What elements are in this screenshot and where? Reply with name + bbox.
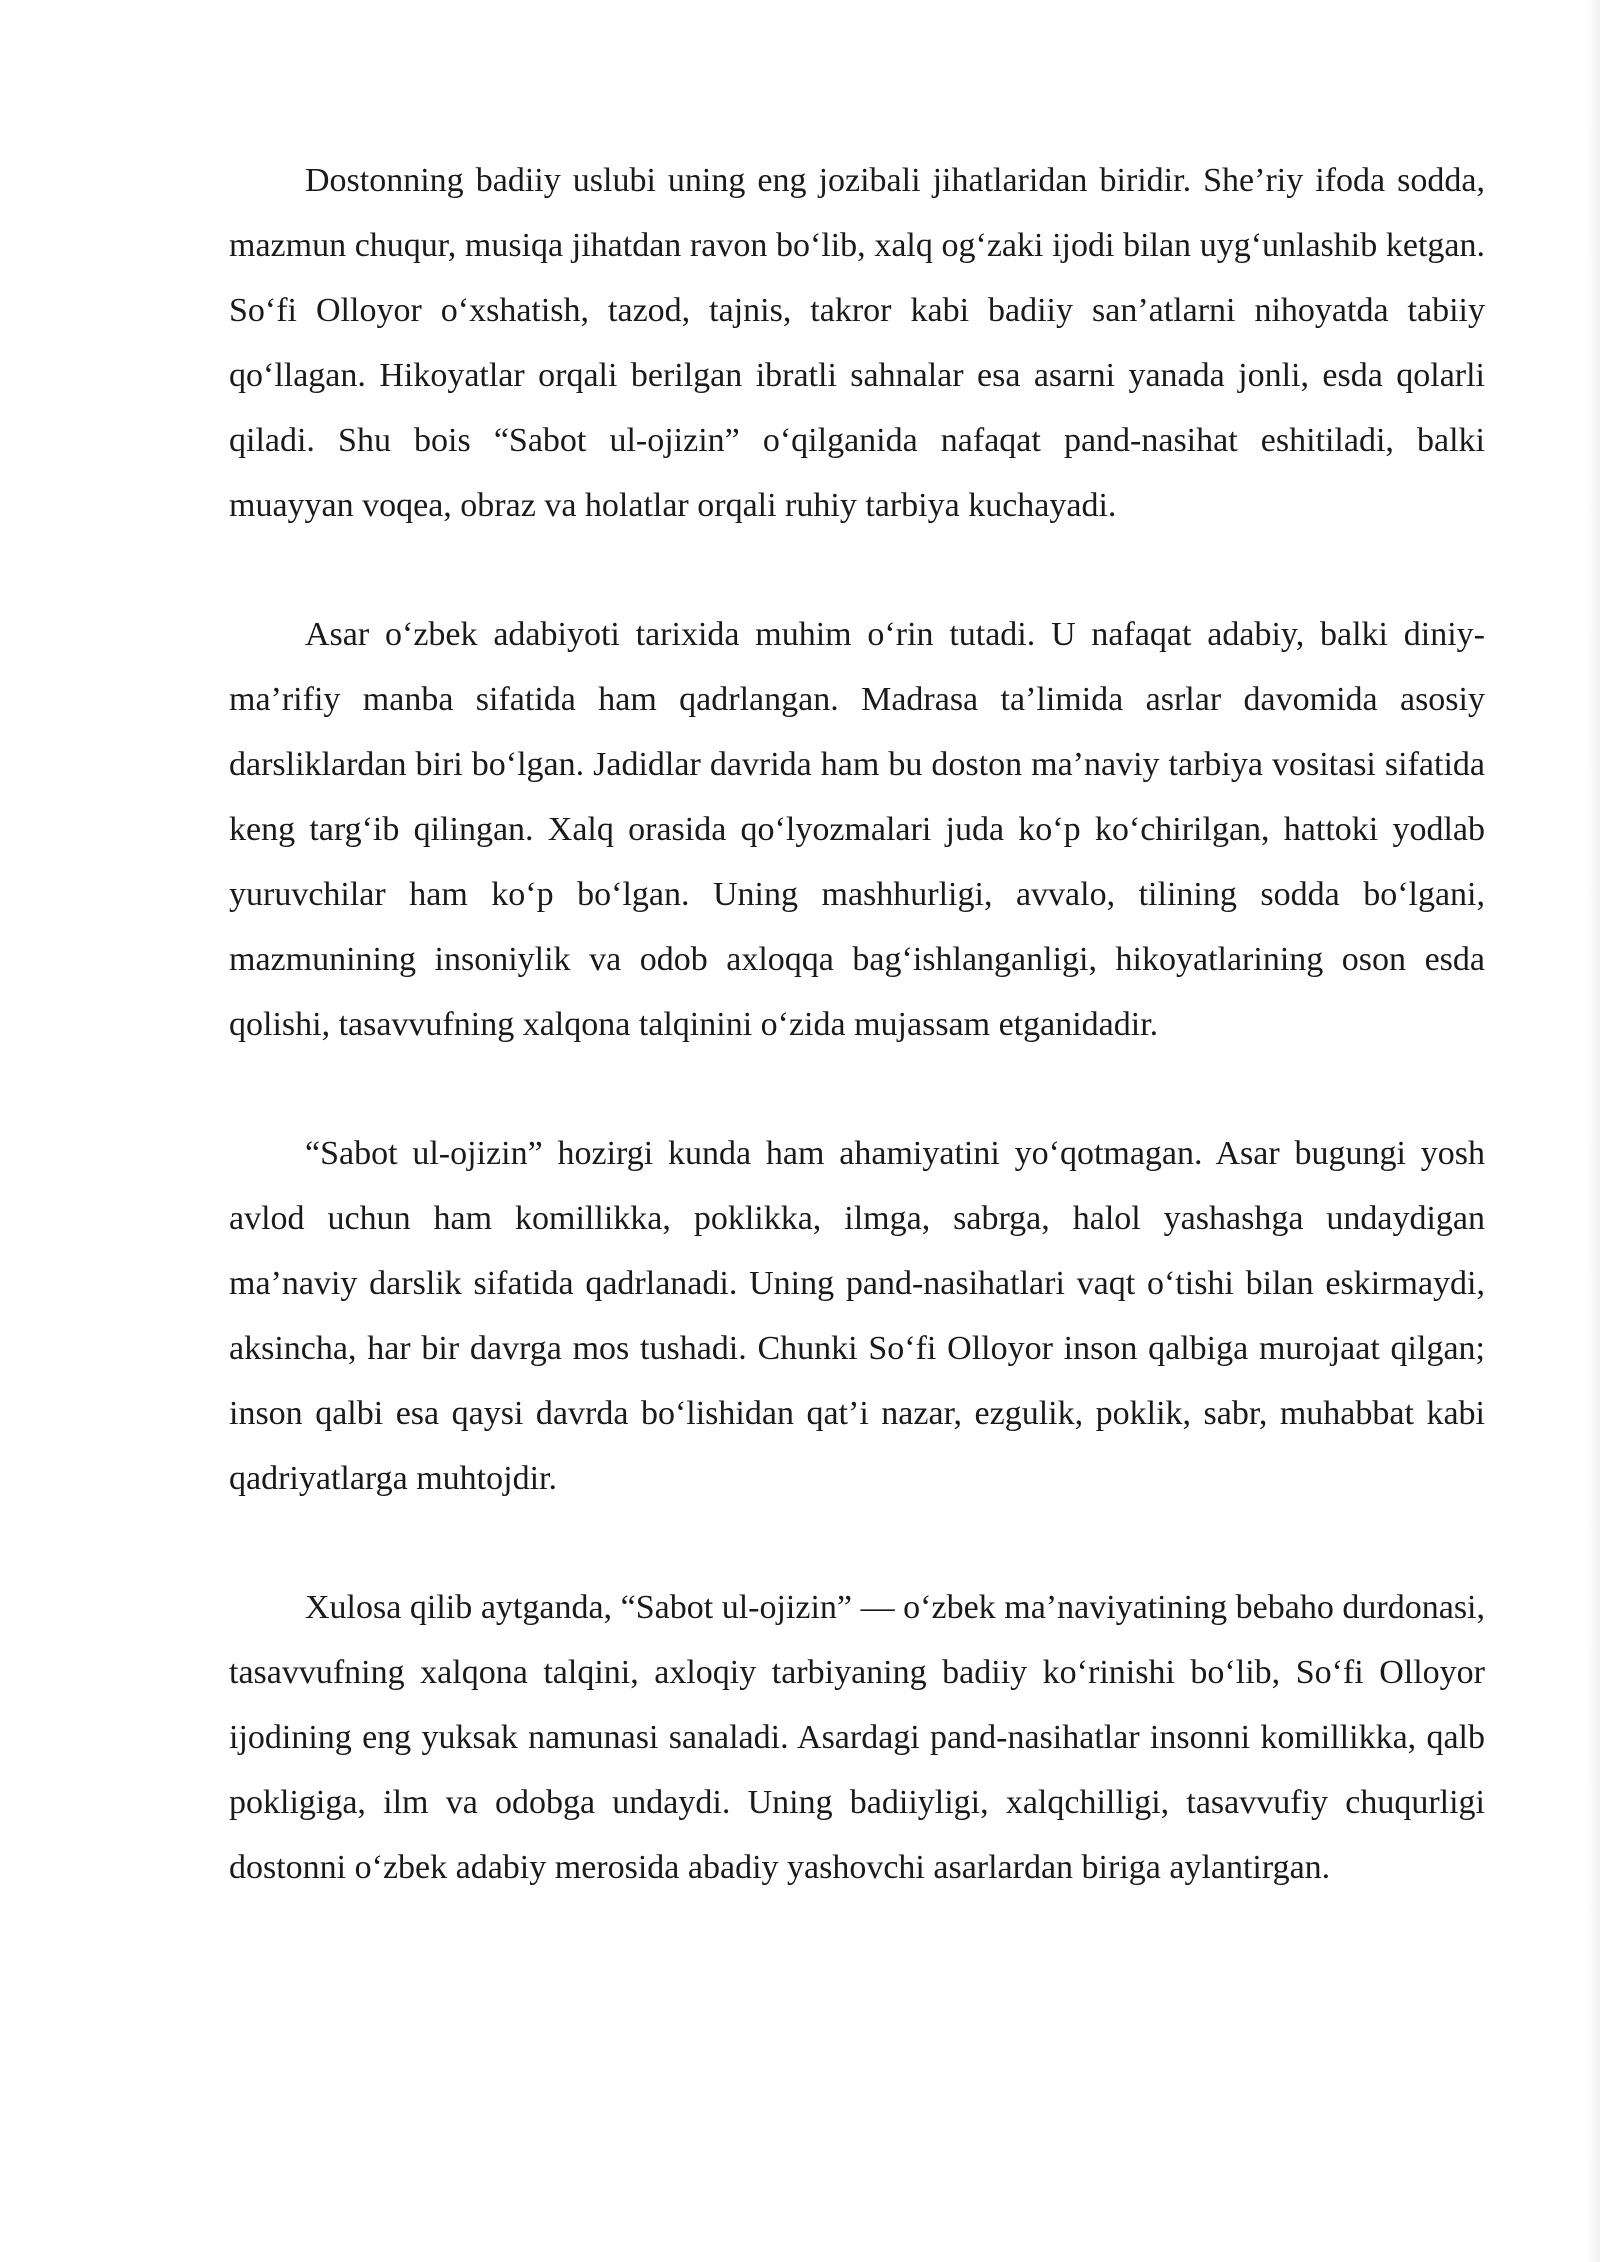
paragraph-modern-relevance: “Sabot ul-ojizin” hozirgi kunda ham ahamiyatini yo‘qotmagan. Asar bugungi yosh avlod uchun ham komillikka, poklikka, ilmga, sabrga, halol yashashga undaydigan ma’naviy darslik sifatida qadrlanadi. Uning pand-nasihatlari vaqt o‘tishi bilan eskirmaydi, aksincha, har bir davrga mos tushadi. Chunki So‘fi Olloyor inson qalbiga murojaat qilgan; inson qalbi esa qaysi davrda bo‘lishidan qat’i nazar, ezgulik, poklik, sabr, muhabbat kabi qadriyatlarga muhtojdir. [229,1135,1485,1497]
paragraph-style-description: Dostonning badiiy uslubi uning eng jozibali jihatlaridan biridir. She’riy ifoda sodda, mazmun chuqur, musiqa jihatdan ravon bo‘lib, xalq og‘zaki ijodi bilan uyg‘unlashib ketgan. So‘fi Olloyor o‘xshatish, tazod, tajnis, takror kabi badiiy san’atlarni nihoyatda tabiiy qo‘llagan. Hikoyatlar orqali berilgan ibratli sahnalar esa asarni yanada jonli, esda qolarli qiladi. Shu bois “Sabot ul-ojizin” o‘qilganida nafaqat pand-nasihat eshitiladi, balki muayyan voqea, obraz va holatlar orqali ruhiy tarbiya kuchayadi. [229,162,1485,524]
document-body [229,148,1485,1900]
paragraph-historical-significance: Asar o‘zbek adabiyoti tarixida muhim o‘rin tutadi. U nafaqat adabiy, balki diniy-ma’rifiy manba sifatida ham qadrlangan. Madrasa ta’limida asrlar davomida asosiy darsliklardan biri bo‘lgan. Jadidlar davrida ham bu doston ma’naviy tarbiya vositasi sifatida keng targ‘ib qilingan. Xalq orasida qo‘lyozmalari juda ko‘p ko‘chirilgan, hattoki yodlab yuruvchilar ham ko‘p bo‘lgan. Uning mashhurligi, avvalo, tilining sodda bo‘lgani, mazmunining insoniylik va odob axloqqa bag‘ishlanganligi, hikoyatlarining oson esda qolishi, tasavvufning xalqona talqinini o‘zida mujassam etganidadir. [229,616,1485,1043]
paragraph-conclusion: Xulosa qilib aytganda, “Sabot ul-ojizin” — o‘zbek ma’naviyatining bebaho durdonasi, tasavvufning xalqona talqini, axloqiy tarbiyaning badiiy ko‘rinishi bo‘lib, So‘fi Olloyor ijodining eng yuksak namunasi sanaladi. Asardagi pand-nasihatlar insonni komillikka, qalb pokligiga, ilm va odobga undaydi. Uning badiiyligi, xalqchilligi, tasavvufiy chuqurligi dostonni o‘zbek adabiy merosida abadiy yashovchi asarlardan biriga aylantirgan. [229,1589,1485,1886]
page-edge-shadow [1586,0,1600,2262]
